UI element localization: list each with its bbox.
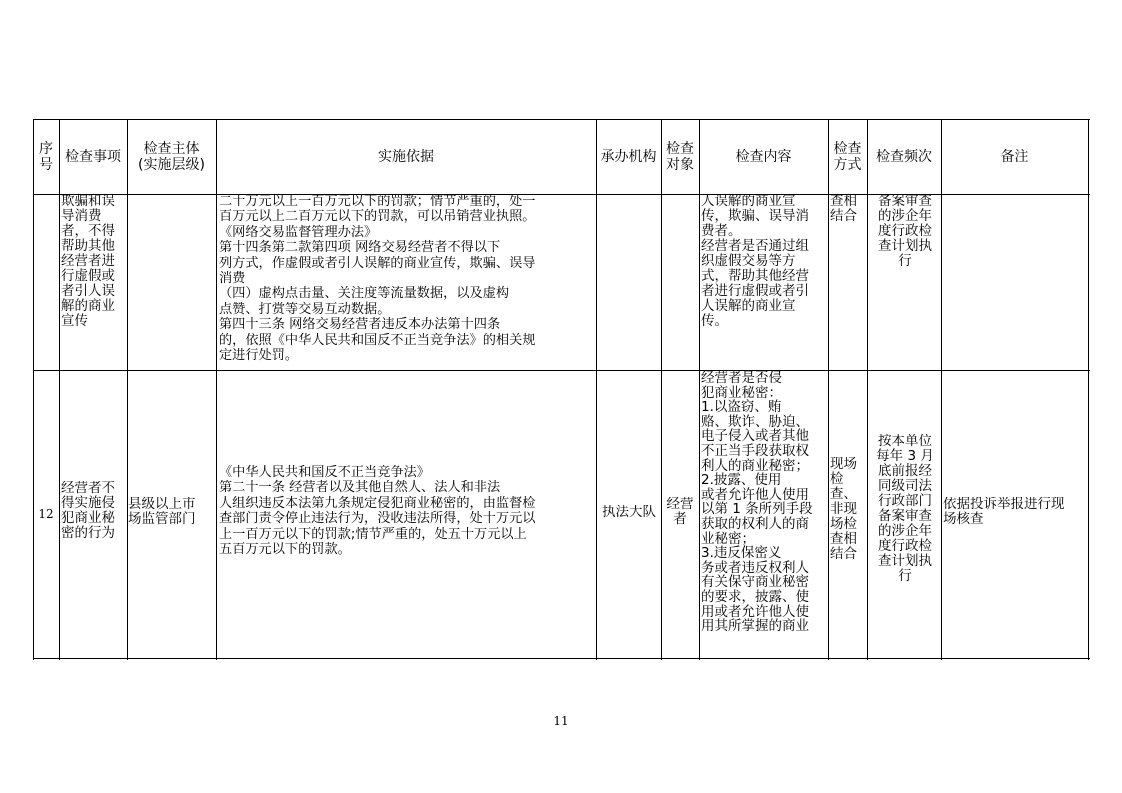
column-divider bbox=[127, 119, 128, 660]
column-divider bbox=[867, 119, 868, 660]
table-border-left bbox=[33, 119, 34, 660]
row2-subject: 县级以上市 场监管部门 bbox=[128, 497, 196, 527]
column-divider bbox=[216, 119, 217, 660]
header-remarks: 备注 bbox=[1000, 148, 1029, 165]
column-divider bbox=[699, 119, 700, 660]
column-divider bbox=[941, 119, 942, 660]
header-content: 检查内容 bbox=[735, 148, 792, 165]
header-item: 检查事项 bbox=[65, 148, 121, 165]
column-divider bbox=[661, 119, 662, 660]
header-subject: 检查主体 (实施层级) bbox=[138, 140, 205, 173]
column-divider bbox=[828, 119, 829, 660]
table-border-right bbox=[1088, 119, 1089, 660]
header-frequency: 检查频次 bbox=[876, 148, 932, 165]
row1-method: 查相 结合 bbox=[830, 194, 857, 224]
row2-frequency: 按本单位 每年 3 月 底前报经 同级司法 行政部门 备案审查 的涉企年 度行政检 查计划执 行 bbox=[876, 434, 934, 584]
header-method: 检查 方式 bbox=[833, 140, 862, 173]
row1-item: 欺骗和误 导消费 者，不得 帮助其他 经营者进 行虚假或 者引人误 解的商业 宣传 bbox=[61, 194, 115, 329]
row2-basis: 《中华人民共和国反不正当竞争法》 第二十一条 经营者以及其他自然人、法人和非法 人组织违反本法第九条规定侵犯商业秘密的，由监督检 查部门责令停止违法行为，没收违法所得，处十万元以 上一百万元以下的罚款;情节严重的，处五十万元以上 五百万元以下的罚款。 bbox=[219, 465, 536, 558]
row1-frequency: 备案审查 的涉企年 度行政检 查计划执 行 bbox=[878, 194, 932, 269]
table-border-bottom bbox=[33, 658, 1090, 659]
header-basis: 实施依据 bbox=[378, 148, 434, 165]
row2-agency: 执法大队 bbox=[602, 505, 656, 520]
row-divider bbox=[33, 370, 1090, 371]
column-divider bbox=[59, 119, 60, 660]
row2-content: 经营者是否侵 犯商业秘密： 1.以盗窃、贿 赂、欺诈、胁迫、 电子侵入或者其他 不正当手段获取权 利人的商业秘密； 2.披露、使用 或者允许他人使用 以第 1 条所列手段 获取的权利人的商 业秘密； 3.违反保密义 务或者违反权利人 有关保守商业秘密 的要求，披露、使 用或者允许他人使 用其所掌握的商业 bbox=[701, 371, 813, 635]
header-object: 检查 对象 bbox=[666, 140, 694, 173]
row1-content: 人误解的商业宣 传，欺骗、误导消 费者。 经营者是否通过组 织虚假交易等方 式，帮助其他经营 者进行虚假或者引 人误解的商业宣 传。 bbox=[701, 194, 809, 329]
row2-method: 现场 检查、 非现 场检 查相 结合 bbox=[830, 457, 857, 562]
header-agency: 承办机构 bbox=[600, 148, 657, 165]
header-seq: 序 号 bbox=[39, 140, 53, 173]
column-divider bbox=[596, 119, 597, 660]
row2-object: 经营 者 bbox=[666, 497, 694, 527]
row2-seq: 12 bbox=[38, 507, 54, 521]
regulation-table bbox=[33, 119, 1090, 660]
row1-basis: 二十万元以上一百万元以下的罚款；情节严重的，处一 百万元以上二百万元以下的罚款，可以吊销营业执照。 《网络交易监督管理办法》 第十四条第二款第四项 网络交易经营者不得以下 列方式，作虚假或者引人误解的商业宣传，欺骗、误导 消费 （四）虚构点击量、关注度等流量数据，以及虚构 点赞、打赏等交易互动数据。 第四十三条 网络交易经营者违反本办法第十四条 的，依照《中华人民共和国反不正当竞争法》的相关规 定进行处罚。 bbox=[219, 194, 536, 364]
page-number: 11 bbox=[553, 714, 569, 728]
row2-remarks: 依据投诉举报进行现 场核查 bbox=[943, 497, 1065, 527]
row2-item: 经营者不 得实施侵 犯商业秘 密的行为 bbox=[61, 481, 115, 541]
